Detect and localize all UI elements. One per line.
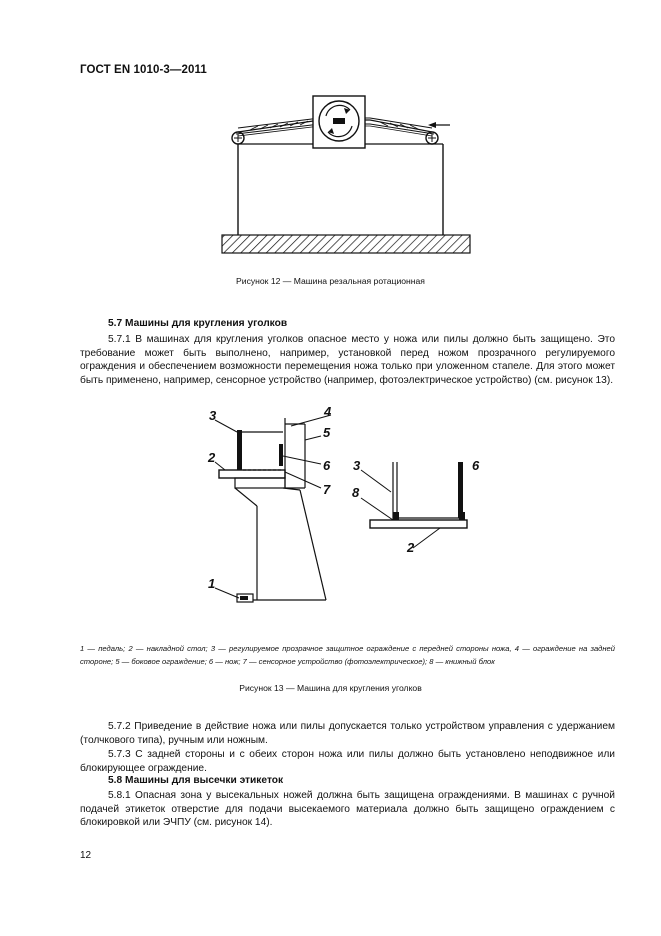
detail-view <box>370 462 467 528</box>
figure-12-drawing <box>210 88 480 258</box>
paragraph-5-7-1: 5.7.1 В машинах для кругления уголков опасное место у ножа или пилы должно быть защищено. Это требование может быть выполнено, например, установкой перед ножом прозрачного регулируемого ограждения и обеспечением возможности перемещения ножа только при уложенном стапеле. Для этого может быть применено, например, сенсорное устройство (например, фотоэлектрическое устройство) (см. рисунок 13). <box>80 334 615 386</box>
front-guard <box>237 430 242 470</box>
label-3-left: 3 <box>209 408 217 423</box>
corner-rounding-machine <box>219 418 326 600</box>
figure-13-legend: 1 — педаль; 2 — накладной стол; 3 — регулируемое прозрачное защитное ограждение с передней стороны ножа, 4 — ограждение на задней стороне; 5 — боковое ограждение; 6 — нож; 7 — сенсорное устройство (фотоэлектрическое); 8 — книжный блок <box>80 644 615 666</box>
paragraph-5-8-1: 5.8.1 Опасная зона у высекальных ножей должна быть защищена ограждениями. В машинах с ручной подачей этикеток отверстие для подачи высекаемого материала должно быть защищено ограждением с блокировкой или ЭЧПУ (см. рисунок 14). <box>80 790 615 829</box>
label-7: 7 <box>323 482 331 497</box>
paragraph-5-7-3: 5.7.3 С задней стороны и с обеих сторон ножа или пилы должно быть установлено неподвижное или блокирующее ограждение. <box>80 749 615 774</box>
label-4: 4 <box>324 404 332 419</box>
label-6-right: 6 <box>472 458 480 473</box>
floor-hatch <box>222 235 470 253</box>
figure-12-caption: Рисунок 12 — Машина резальная ротационная <box>236 276 425 286</box>
label-6-left: 6 <box>323 458 331 473</box>
label-2-right: 2 <box>407 540 415 555</box>
document-header: ГОСТ EN 1010-3—2011 <box>80 64 207 76</box>
label-2-left: 2 <box>208 450 216 465</box>
paragraph-5-7-2: 5.7.2 Приведение в действие ножа или пилы допускается только устройством управления с удержанием (толчкового типа), ручным или ножным. <box>80 721 615 746</box>
page-number: 12 <box>80 850 92 861</box>
section-5-7-title: 5.7 Машины для кругления уголков <box>108 318 288 329</box>
figure-13-caption: Рисунок 13 — Машина для кругления уголков <box>239 683 422 693</box>
section-5-8-title: 5.8 Машины для высечки этикеток <box>108 775 284 786</box>
label-5: 5 <box>323 425 331 440</box>
knife <box>279 444 283 466</box>
label-1: 1 <box>208 576 216 591</box>
label-3-right: 3 <box>353 458 361 473</box>
figure-13-drawing <box>195 400 485 615</box>
label-8: 8 <box>352 485 360 500</box>
